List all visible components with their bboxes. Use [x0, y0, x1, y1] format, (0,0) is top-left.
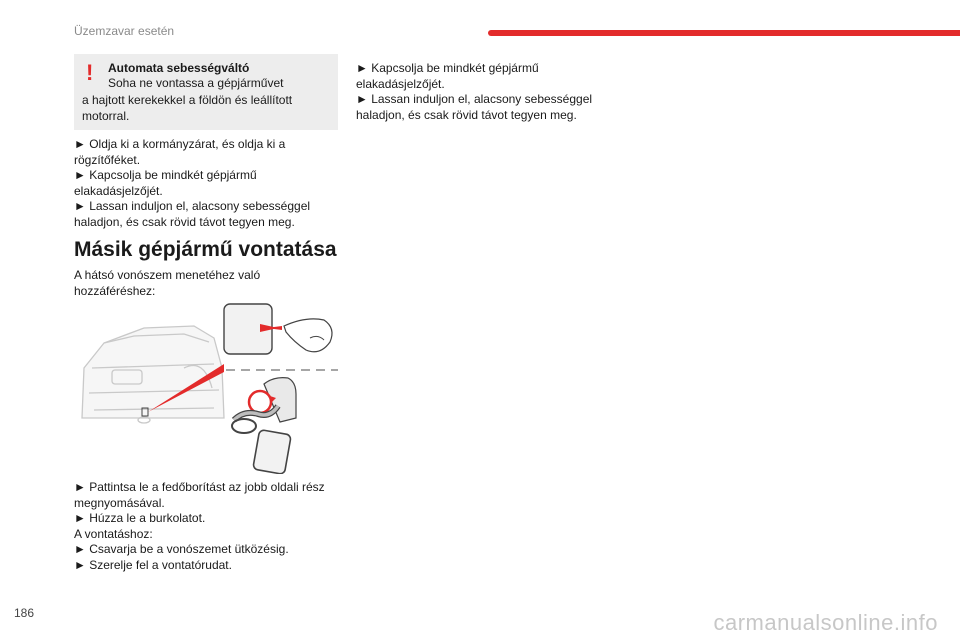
- left-steps: [74, 137, 336, 230]
- step-screw-eye: ► Csavarja be a vonószemet ütközésig.: [74, 542, 289, 556]
- page-number: 186: [14, 606, 35, 620]
- step-drive-slowly-right: ► Lassan induljon el, alacsony sebességgel haladjon, és csak rövid távot tegyen meg.: [356, 92, 593, 122]
- exclamation-warning-icon: !: [86, 60, 94, 85]
- after-image-steps: [74, 480, 336, 573]
- header-accent-bar: [488, 30, 960, 36]
- step-hazard-lights: ► Kapcsolja be mindkét gépjármű elakadásjelzőjét.: [74, 168, 257, 198]
- warning-box: [74, 54, 338, 130]
- step-release-lock: ► Oldja ki a kormányzárat, és oldja ki a rögzítőféket.: [74, 137, 286, 167]
- section-intro: A hátsó vonószem menetéhez való hozzáféréshez:: [74, 268, 261, 298]
- warning-text-line2: a hajtott kerekekkel a földön és leállított motorral.: [82, 93, 293, 123]
- header-section-title: Üzemzavar esetén: [74, 24, 175, 38]
- step-pull-cover: ► Húzza le a burkolatot.: [74, 511, 206, 525]
- section-heading: Másik gépjármű vontatása: [74, 238, 337, 261]
- step-remove-cover: ► Pattintsa le a fedőborítást az jobb oldali rész megnyomásával.: [74, 480, 325, 510]
- watermark: carmanualsonline.info: [713, 610, 938, 635]
- step-hazard-lights-right: ► Kapcsolja be mindkét gépjármű elakadásjelzőjét.: [356, 61, 539, 91]
- step-drive-slowly: ► Lassan induljon el, alacsony sebességgel haladjon, és csak rövid távot tegyen meg.: [74, 199, 311, 229]
- warning-text-line1: Soha ne vontassa a gépjárművet: [108, 76, 284, 90]
- step-fit-tow-bar: ► Szerelje fel a vontatórudat.: [74, 557, 232, 572]
- right-steps: [356, 61, 622, 123]
- towing-subheading: A vontatáshoz:: [74, 526, 153, 541]
- rear-tow-eye-cover-illustration: [74, 298, 338, 474]
- warning-title: Automata sebességváltó: [108, 61, 250, 75]
